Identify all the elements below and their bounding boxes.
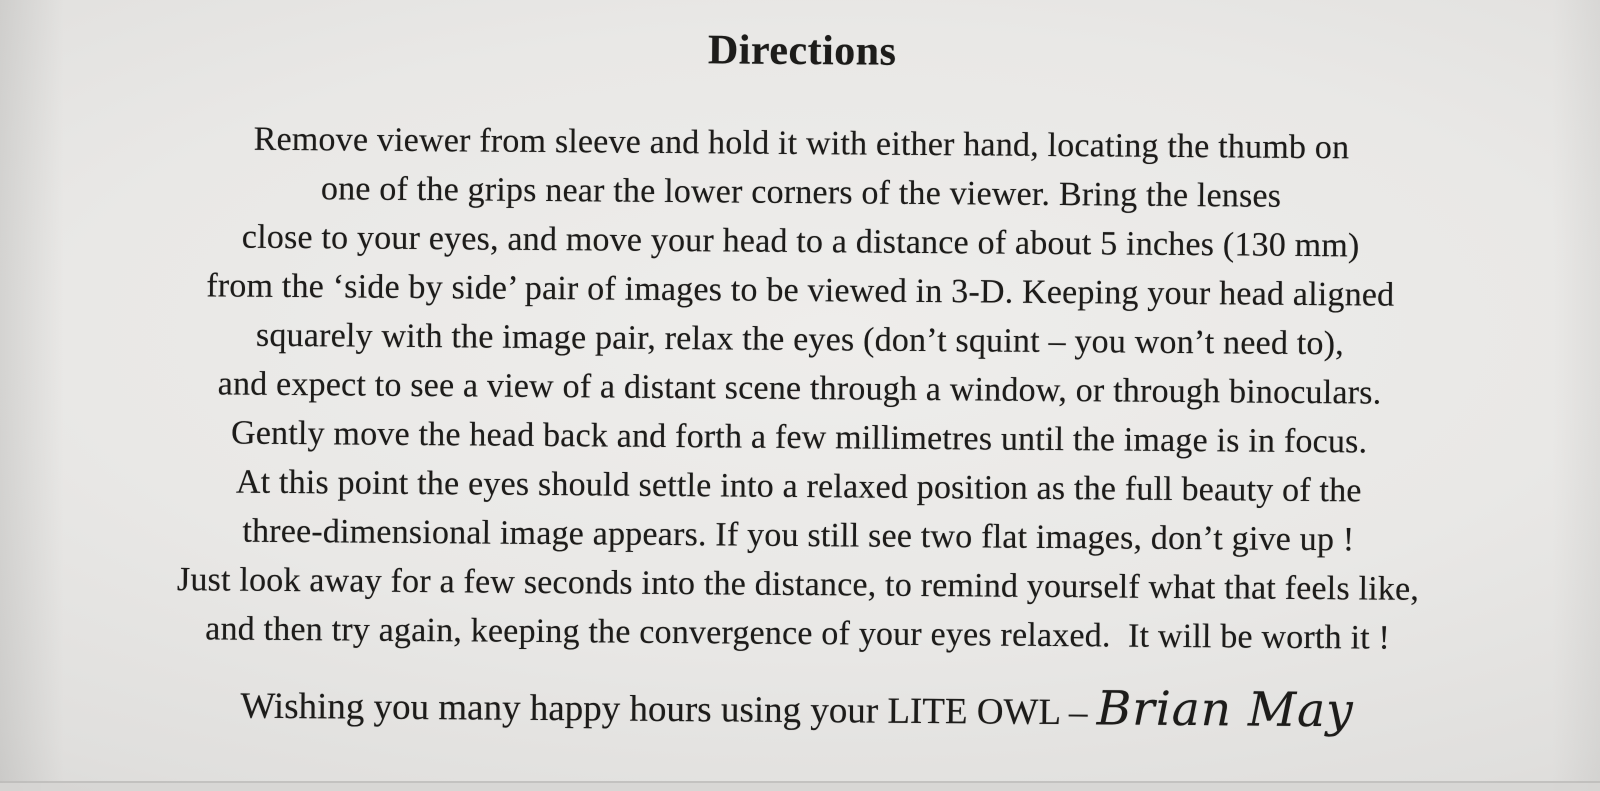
- text-line: At this point the eyes should settle into a relaxed position as the full beauty of the: [235, 463, 1362, 510]
- text-line: Just look away for a few seconds into the distance, to remind yourself what that feels like,: [176, 561, 1420, 608]
- text-line: squarely with the image pair, relax the eyes (don’t squint – you won’t need to),: [255, 316, 1345, 363]
- paper-bottom-edge: [0, 781, 1600, 791]
- text-line: Remove viewer from sleeve and hold it with either hand, locating the thumb on: [253, 120, 1350, 167]
- closing-line: [0, 673, 1597, 746]
- closing-text: Wishing you many happy hours using your LITE OWL –: [240, 685, 1097, 734]
- text-line: three-dimensional image appears. If you still see two flat images, don’t give up !: [242, 512, 1355, 559]
- text-line: close to your eyes, and move your head to a distance of about 5 inches (130 mm): [241, 218, 1360, 265]
- signature: Brian May: [1096, 681, 1354, 739]
- directions-paragraph: [0, 113, 1600, 665]
- text-line: one of the grips near the lower corners of the viewer. Bring the lenses: [320, 170, 1282, 215]
- text-line: and then try again, keeping the convergence of your eyes relaxed. It will be worth it !: [205, 610, 1391, 657]
- text-line: from the ‘side by side’ pair of images to be viewed in 3-D. Keeping your head aligned: [206, 267, 1395, 314]
- text-line: Gently move the head back and forth a few millimetres until the image is in focus.: [230, 414, 1368, 461]
- page-title: Directions: [707, 27, 897, 75]
- text-line: and expect to see a view of a distant scene through a window, or through binoculars.: [217, 365, 1382, 412]
